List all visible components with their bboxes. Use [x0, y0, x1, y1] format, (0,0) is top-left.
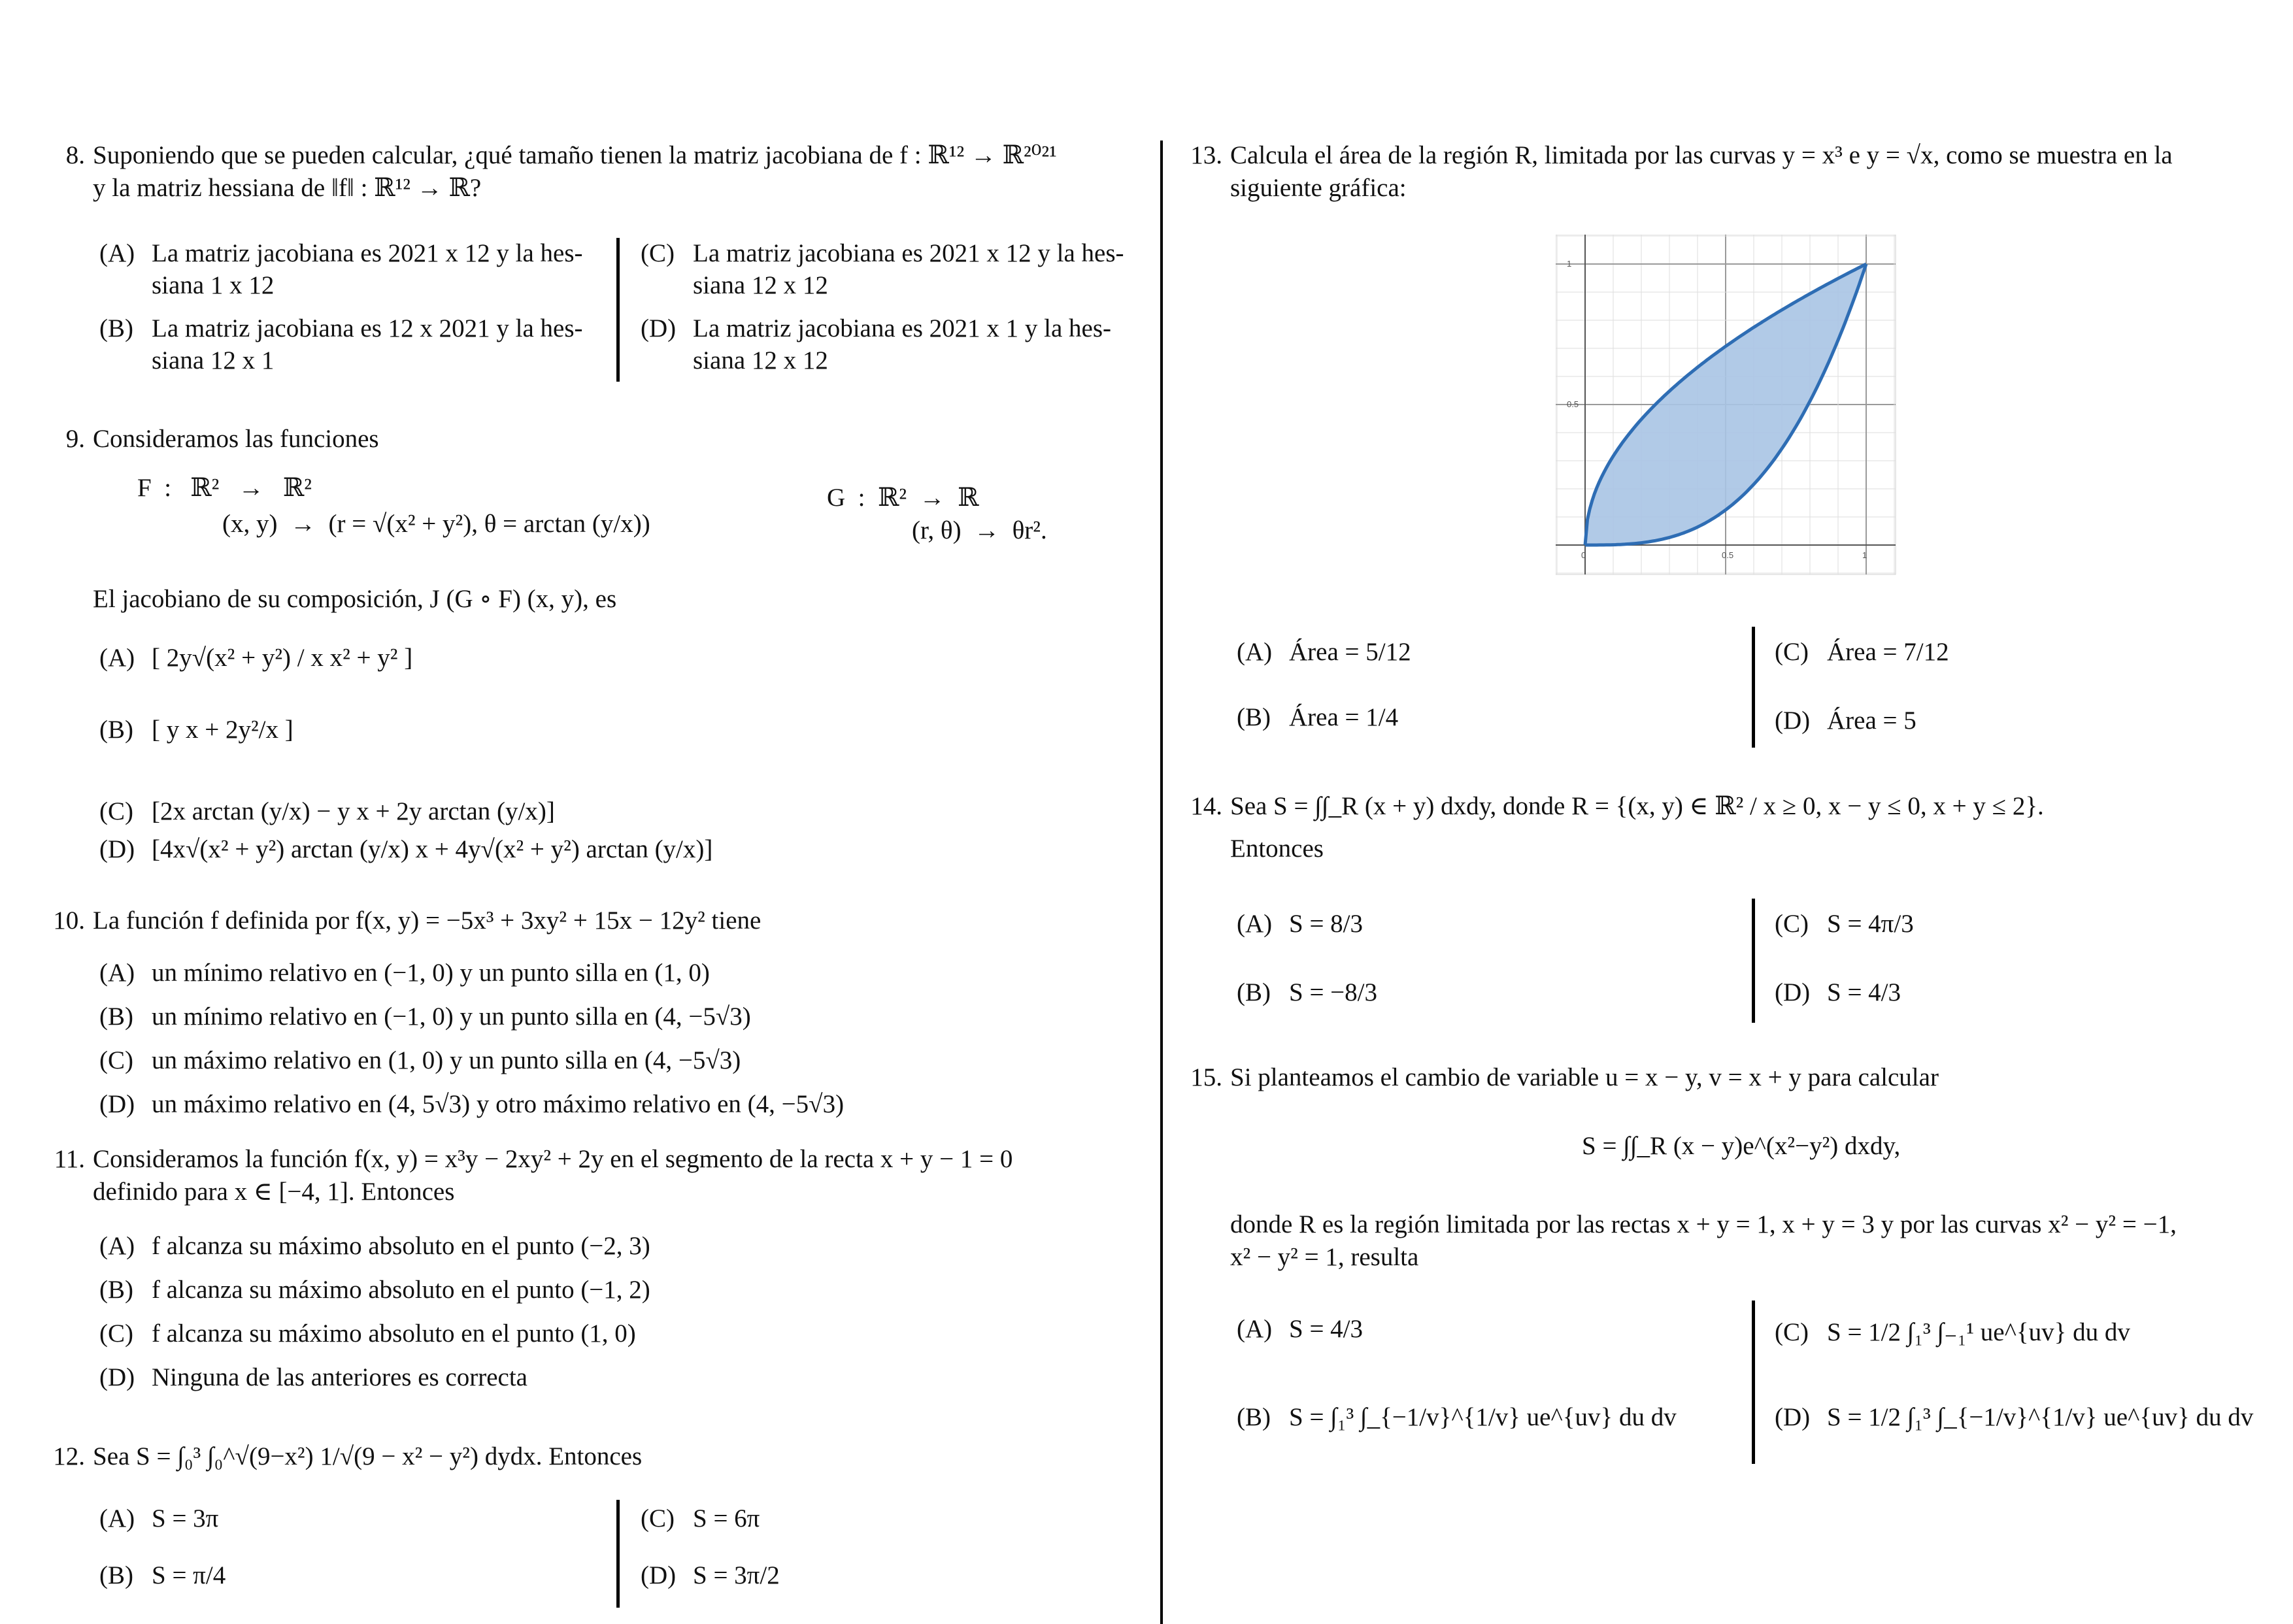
option-label: (A) — [1237, 910, 1273, 938]
question-text-line3: x² − y² = 1, resulta — [1230, 1243, 1419, 1271]
option-text: f alcanza su máximo absoluto en el punto (−2, 3) — [152, 1232, 650, 1260]
question-text: La función f definida por f(x, y) = −5x³ + 3xy² + 15x − 12y² tiene — [93, 906, 762, 935]
region-graph — [1556, 235, 1902, 581]
option-label: (A) — [99, 644, 135, 672]
option-text: S = 3π/2 — [693, 1561, 780, 1589]
question-text-line2: Entonces — [1230, 835, 1324, 863]
option-b[interactable] — [1237, 977, 1377, 1009]
option-label: (A) — [99, 959, 135, 987]
question-12 — [39, 1408, 1150, 1617]
question-number: 9. — [65, 425, 85, 453]
option-b[interactable] — [1237, 702, 1398, 734]
option-text: La matriz jacobiana es 12 x 2021 y la hes- — [152, 314, 583, 342]
option-label: (D) — [1775, 978, 1811, 1006]
option-text: Área = 5/12 — [1289, 638, 1411, 666]
option-text-cont: siana 1 x 12 — [152, 271, 275, 299]
question-text-line2: donde R es la región limitada por las rectas x + y = 1, x + y = 3 y por las curvas x² − y² = −1, — [1230, 1210, 2177, 1238]
option-label: (A) — [99, 1232, 135, 1260]
option-label: (C) — [99, 1046, 133, 1074]
option-text: un máximo relativo en (4, 5√3) y otro máximo relativo en (4, −5√3) — [152, 1090, 845, 1118]
option-text: [2x arctan (y/x) − y x + 2y arctan (y/x)] — [152, 797, 555, 825]
column-divider — [1160, 141, 1163, 1624]
question-number: 12. — [53, 1442, 85, 1470]
option-label: (B) — [99, 716, 133, 744]
option-text: S = 1/2 ∫₁³ ∫₋₁¹ ue^{uv} du dv — [1827, 1318, 2130, 1346]
option-label: (A) — [99, 1504, 135, 1533]
option-a[interactable] — [99, 957, 710, 989]
option-label: (D) — [1775, 706, 1811, 735]
option-c[interactable] — [99, 1318, 636, 1350]
option-label: (B) — [99, 1003, 133, 1031]
option-label: (C) — [1775, 638, 1809, 666]
question-number: 13. — [1190, 141, 1222, 169]
question-number: 10. — [53, 906, 85, 935]
option-label: (C) — [641, 1504, 675, 1533]
question-number: 8. — [65, 141, 85, 169]
option-label: (D) — [641, 1561, 677, 1589]
option-text-cont: siana 12 x 1 — [152, 346, 275, 374]
y-tick-label: 0.5 — [1567, 399, 1579, 409]
option-text: [ y x + 2y²/x ] — [152, 716, 293, 744]
question-text-line1: Si planteamos el cambio de variable u = x − y, v = x + y para calcular — [1230, 1063, 1939, 1091]
option-a[interactable] — [1237, 1314, 1363, 1346]
question-text: Sea S = ∫₀³ ∫₀^√(9−x²) 1/√(9 − x² − y²) dydx. Entonces — [93, 1442, 643, 1470]
question-text-line2: definido para x ∈ [−4, 1]. Entonces — [93, 1178, 455, 1206]
option-label: (C) — [1775, 910, 1809, 938]
option-b[interactable] — [99, 714, 293, 746]
question-15 — [1177, 1062, 2281, 1480]
option-text: [ 2y√(x² + y²) / x x² + y² ] — [152, 644, 413, 672]
option-b[interactable] — [99, 1274, 650, 1306]
option-text: Área = 1/4 — [1289, 703, 1399, 731]
option-c[interactable] — [1775, 1317, 2130, 1349]
option-label: (A) — [1237, 638, 1273, 666]
option-label: (B) — [99, 1276, 133, 1304]
option-text: S = 6π — [693, 1504, 760, 1533]
option-text-cont: siana 12 x 12 — [693, 346, 828, 374]
option-text: S = ∫₁³ ∫_{−1/v}^{1/v} ue^{uv} du dv — [1289, 1403, 1677, 1431]
option-a[interactable] — [1237, 908, 1363, 940]
option-b[interactable] — [99, 1560, 226, 1592]
option-text: S = 4π/3 — [1827, 910, 1914, 938]
option-text: Área = 7/12 — [1827, 638, 1949, 666]
question-text: Consideramos las funciones — [93, 425, 379, 453]
option-d[interactable] — [641, 313, 1111, 377]
question-text-line1: Consideramos la función f(x, y) = x³y − 2xy² + 2y en el segmento de la recta x + y − 1 = 0 — [93, 1145, 1013, 1173]
question-8 — [39, 140, 1150, 401]
option-label: (D) — [99, 835, 135, 863]
option-label: (A) — [99, 239, 135, 267]
option-c[interactable] — [1775, 908, 1914, 940]
option-label: (B) — [1237, 1403, 1271, 1431]
function-G-def-line1: G : ℝ² → ℝ — [827, 484, 979, 512]
option-c[interactable] — [641, 238, 1124, 302]
y-tick-label: 1 — [1567, 259, 1572, 269]
option-text: S = 4/3 — [1827, 978, 1901, 1006]
options-separator — [616, 238, 620, 382]
option-c[interactable] — [1775, 637, 1949, 669]
option-text: [4x√(x² + y²) arctan (y/x) x + 4y√(x² + y²) arctan (y/x)] — [152, 835, 713, 863]
question-text-line1: Sea S = ∫∫_R (x + y) dxdy, donde R = {(x, y) ∈ ℝ² / x ≥ 0, x − y ≤ 0, x + y ≤ 2}. — [1230, 792, 2044, 820]
option-label: (D) — [1775, 1403, 1811, 1431]
question-number: 15. — [1190, 1063, 1222, 1091]
question-number: 11. — [54, 1145, 85, 1173]
option-d[interactable] — [1775, 705, 1916, 737]
option-a[interactable] — [1237, 637, 1411, 669]
option-text: S = 3π — [152, 1504, 219, 1533]
function-G-def-line2: (r, θ) → θr². — [912, 516, 1047, 544]
option-a[interactable] — [99, 1231, 650, 1263]
question-10 — [39, 905, 1150, 1127]
option-text: un mínimo relativo en (−1, 0) y un punto silla en (4, −5√3) — [152, 1003, 751, 1031]
option-text: S = 1/2 ∫₁³ ∫_{−1/v}^{1/v} ue^{uv} du dv — [1827, 1403, 2254, 1431]
option-label: (B) — [99, 1561, 133, 1589]
option-label: (D) — [641, 314, 677, 342]
option-text: S = −8/3 — [1289, 978, 1378, 1006]
question-11 — [39, 1144, 1150, 1392]
option-d[interactable] — [641, 1560, 780, 1592]
question-text-line2: siguiente gráfica: — [1230, 174, 1407, 202]
options-separator — [1752, 627, 1755, 748]
option-b[interactable] — [99, 1001, 751, 1033]
option-text: S = π/4 — [152, 1561, 226, 1589]
option-label: (C) — [99, 1319, 133, 1348]
option-text: f alcanza su máximo absoluto en el punto (1, 0) — [152, 1319, 636, 1348]
question-9 — [39, 423, 1150, 894]
integral-formula: S = ∫∫_R (x − y)e^(x²−y²) dxdy, — [1582, 1132, 1901, 1160]
option-label: (C) — [641, 239, 675, 267]
option-label: (D) — [99, 1090, 135, 1118]
option-d[interactable] — [1775, 1402, 2253, 1434]
option-text: La matriz jacobiana es 2021 x 12 y la hes- — [152, 239, 583, 267]
option-d[interactable] — [99, 1089, 844, 1121]
option-text: Ninguna de las anteriores es correcta — [152, 1363, 527, 1391]
option-b[interactable] — [99, 313, 583, 377]
question-text-line2: y la matriz hessiana de ‖f‖ : ℝ¹² → ℝ? — [93, 174, 482, 202]
option-label: (B) — [1237, 978, 1271, 1006]
question-text-line1: Calcula el área de la región R, limitada por las curvas y = x³ e y = √x, como se muestra en la — [1230, 141, 2173, 169]
option-a[interactable] — [99, 642, 412, 674]
function-F-def-line1: F : ℝ² → ℝ² — [137, 474, 312, 502]
question-text-line1: Suponiendo que se pueden calcular, ¿qué tamaño tienen la matriz jacobiana de f : ℝ¹² → ℝ²⁰²¹ — [93, 141, 1057, 169]
x-tick-label: 0.5 — [1722, 550, 1734, 560]
option-text: S = 8/3 — [1289, 910, 1364, 938]
function-F-def-line2: (x, y) → (r = √(x² + y²), θ = arctan (y/x)) — [222, 510, 650, 538]
option-d[interactable] — [99, 1362, 527, 1394]
option-d[interactable] — [99, 834, 712, 866]
option-c[interactable] — [99, 796, 555, 828]
option-label: (B) — [1237, 703, 1271, 731]
option-text-cont: siana 12 x 12 — [693, 271, 828, 299]
options-separator — [616, 1500, 620, 1608]
option-a[interactable] — [99, 238, 583, 302]
question-number: 14. — [1190, 792, 1222, 820]
x-tick-label: 0 — [1581, 550, 1586, 560]
option-b[interactable] — [1237, 1402, 1677, 1434]
option-text: f alcanza su máximo absoluto en el punto (−1, 2) — [152, 1276, 650, 1304]
option-text: un mínimo relativo en (−1, 0) y un punto silla en (1, 0) — [152, 959, 710, 987]
options-separator — [1752, 899, 1755, 1023]
question-14 — [1177, 791, 2281, 1039]
option-a[interactable] — [99, 1503, 218, 1535]
option-text: Área = 5 — [1827, 706, 1916, 735]
option-text: un máximo relativo en (1, 0) y un punto silla en (4, −5√3) — [152, 1046, 741, 1074]
option-c[interactable] — [99, 1045, 741, 1077]
x-tick-label: 1 — [1862, 550, 1867, 560]
option-label: (D) — [99, 1363, 135, 1391]
option-d[interactable] — [1775, 977, 1901, 1009]
option-label: (C) — [1775, 1318, 1809, 1346]
options-separator — [1752, 1301, 1755, 1464]
option-text: S = 4/3 — [1289, 1315, 1364, 1343]
question-13 — [1177, 140, 2281, 754]
option-label: (A) — [1237, 1315, 1273, 1343]
option-text: La matriz jacobiana es 2021 x 12 y la hes- — [693, 239, 1124, 267]
option-c[interactable] — [641, 1503, 760, 1535]
option-label: (B) — [99, 314, 133, 342]
option-label: (C) — [99, 797, 133, 825]
question-prompt: El jacobiano de su composición, J (G ∘ F) (x, y), es — [93, 585, 617, 613]
option-text: La matriz jacobiana es 2021 x 1 y la hes- — [693, 314, 1112, 342]
